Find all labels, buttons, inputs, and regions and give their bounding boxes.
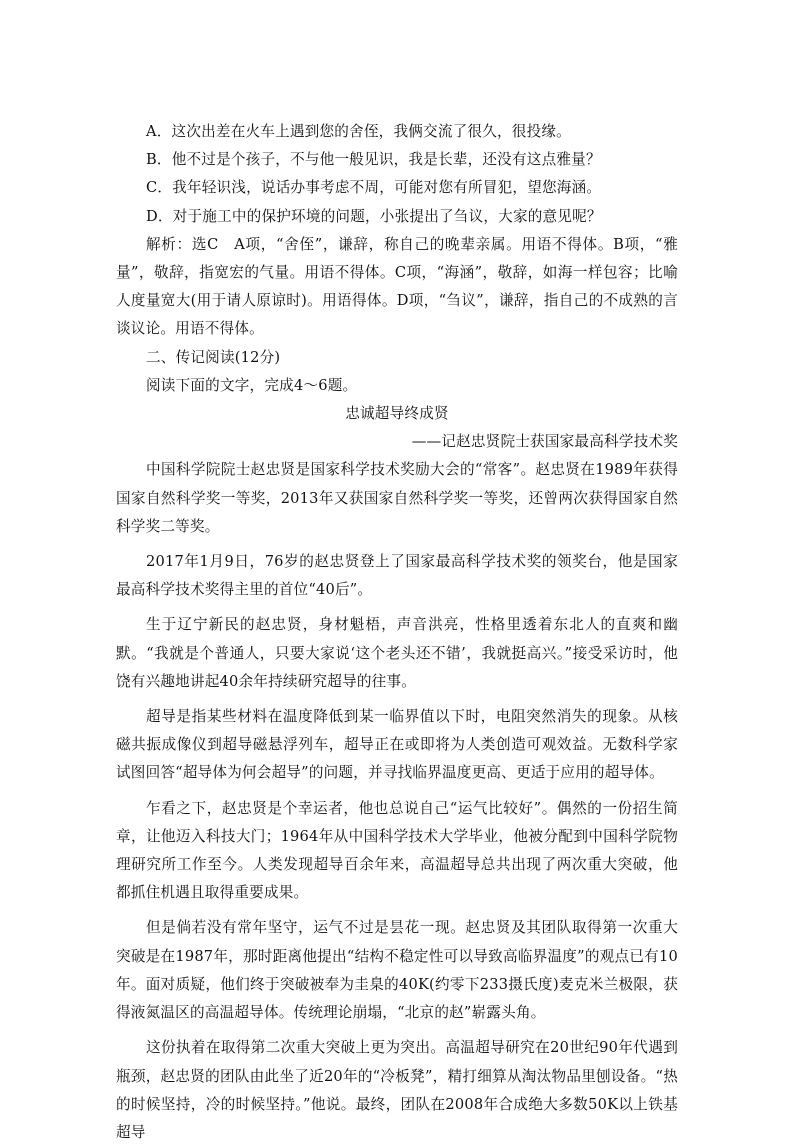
option-d: D．对于施工中的保护环境的问题，小张提出了刍议，大家的意见呢？ (146, 207, 602, 225)
article-paragraph-5: 乍看之下，赵忠贤是个幸运者，他也总说自己“运气比较好”。偶然的一份招生简章，让他迈入科技大门；1964年从中国科学技术大学毕业，他被分配到中国科学院物理研究所工作至今。人类发现超导百余年来，高温超导总共出现了两次重大突破，他都抓住机遇且取得重要成果。 (116, 799, 678, 902)
article-paragraph-3: 生于辽宁新民的赵忠贤，身材魁梧，声音洪亮，性格里透着东北人的直爽和幽默。“我就是个普通人，只要大家说‘这个老头还不错’，我就挺高兴。”接受采访时，他饶有兴趣地讲起40余年持续研究超导的往事。 (116, 616, 678, 690)
document-page (116, 118, 678, 1147)
section-heading: 二、传记阅读(12分) (146, 348, 281, 366)
article-paragraph-2: 2017年1月9日，76岁的赵忠贤登上了国家最高科学技术奖的领奖台，他是国家最高科学技术奖得主里的首位“40后”。 (116, 553, 678, 599)
option-b: B．他不过是个孩子，不与他一般见识，我是长辈，还没有这点雅量？ (146, 151, 601, 169)
article-paragraph-1: 中国科学院院士赵忠贤是国家科学技术奖励大会的“常客”。赵忠贤在1989年获得国家自然科学奖一等奖，2013年又获国家自然科学奖一等奖，还曾两次获得国家自然科学奖二等奖。 (116, 461, 678, 535)
reading-instruction: 阅读下面的文字，完成4～6题。 (146, 376, 358, 394)
analysis-paragraph: 解析：选C A项，“舍侄”，谦辞，称自己的晚辈亲属。用语不得体。B项，“雅量”，敬辞，指宽宏的气量。用语不得体。C项，“海涵”，敬辞，如海一样包容；比喻人度量宽大(用于请人原谅时)。用语得体。D项，“刍议”，谦辞，指自己的不成熟的言谈议论。用语不得体。 (116, 235, 678, 338)
article-paragraph-7: 这份执着在取得第二次重大突破上更为突出。高温超导研究在20世纪90年代遇到瓶颈，赵忠贤的团队由此坐了近20年的“冷板凳”，精打细算从淘汰物品里刨设备。“热的时候坚持，冷的时候坚持。”他说。最终，团队在2008年合成绝大多数50K以上铁基超导 (116, 1039, 678, 1141)
option-c: C．我年轻识浅，说话办事考虑不周，可能对您有所冒犯，望您海涵。 (146, 179, 602, 197)
article-title: 忠诚超导终成贤 (345, 405, 449, 423)
article-subtitle: ——记赵忠贤院士获国家最高科学技术奖 (411, 433, 678, 451)
article-paragraph-6: 但是倘若没有常年坚守，运气不过是昙花一现。赵忠贤及其团队取得第一次重大突破是在1987年，那时距离他提出“结构不稳定性可以导致高临界温度”的观点已有10年。面对质疑，他们终于突破被奉为圭臬的40K(约零下233摄氏度)麦克米兰极限，获得液氮温区的高温超导体。传统理论崩塌，“北京的赵”崭露头角。 (116, 919, 678, 1022)
option-a: A．这次出差在火车上遇到您的舍侄，我俩交流了很久，很投缘。 (146, 123, 571, 140)
article-paragraph-4: 超导是指某些材料在温度降低到某一临界值以下时，电阻突然消失的现象。从核磁共振成像仪到超导磁悬浮列车，超导正在或即将为人类创造可观效益。无数科学家试图回答“超导体为何会超导”的问题，并寻找临界温度更高、更适于应用的超导体。 (116, 708, 678, 782)
